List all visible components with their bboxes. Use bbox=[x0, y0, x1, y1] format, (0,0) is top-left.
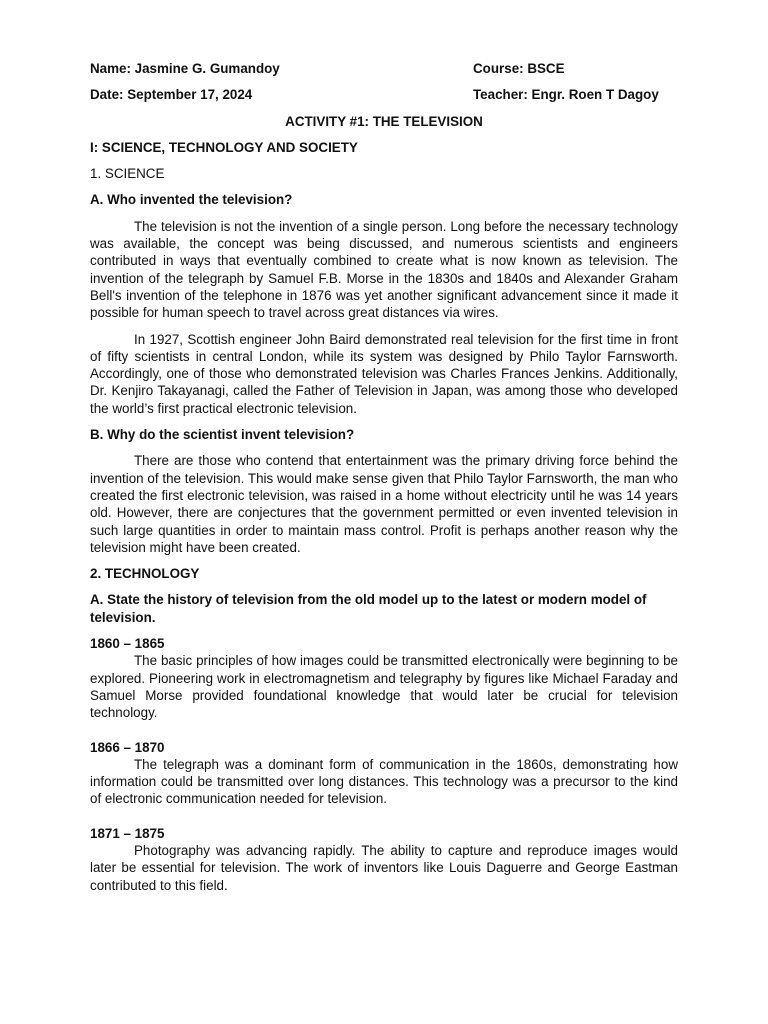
subsection-technology: 2. TECHNOLOGY bbox=[90, 566, 200, 582]
course: Course: BSCE bbox=[473, 61, 565, 76]
question-a2: A. State the history of television from the old model up to the latest or modern model of television. bbox=[90, 592, 647, 625]
question-a: A. Who invented the television? bbox=[90, 192, 293, 208]
period-2 bbox=[90, 739, 678, 808]
period-text: The telegraph was a dominant form of communication in the 1860s, demonstrating how information could be transmitted over long distances. This technology was a precursor to the kind of electronic communication needed for television. bbox=[90, 756, 678, 807]
period-years: 1871 – 1875 bbox=[90, 825, 165, 841]
header-row-1 bbox=[90, 60, 678, 77]
date: Date: September 17, 2024 bbox=[90, 87, 253, 103]
teacher: Teacher: Engr. Roen T Dagoy bbox=[473, 87, 659, 103]
paragraph-b1: There are those who contend that entertainment was the primary driving force behind the invention of the television. This would make sense given that Philo Taylor Farnsworth, the man who created the first electronic television, was raised in a home without electricity until he was 14 years old. However, there are conjectures that the government permitted or even invented television in such large quantities in order to maintain mass control. Profit is perhaps another reason why the television might have been created. bbox=[90, 453, 678, 555]
student-name: Name: Jasmine G. Gumandoy bbox=[90, 61, 280, 76]
question-b: B. Why do the scientist invent television? bbox=[90, 427, 355, 443]
period-text: Photography was advancing rapidly. The ability to capture and reproduce images would later be essential for television. The work of inventors like Louis Daguerre and George Eastman contributed to this field. bbox=[90, 842, 678, 893]
header-row-2 bbox=[90, 86, 678, 103]
subsection-science: 1. SCIENCE bbox=[90, 166, 165, 182]
period-years: 1860 – 1865 bbox=[90, 636, 165, 652]
section-heading: I: SCIENCE, TECHNOLOGY AND SOCIETY bbox=[90, 139, 358, 155]
period-years: 1866 – 1870 bbox=[90, 739, 165, 755]
activity-title: ACTIVITY #1: THE TELEVISION bbox=[285, 113, 483, 129]
period-3 bbox=[90, 825, 678, 894]
period-1 bbox=[90, 635, 678, 721]
period-text: The basic principles of how images could be transmitted electronically were beginning to be explored. Pioneering work in electromagnetism and telegraphy by figures like Michael Faraday and Samuel Morse provided foundational knowledge that would later be crucial for television technology. bbox=[90, 653, 678, 721]
paragraph-a1: The television is not the invention of a single person. Long before the necessary technology was available, the concept was being discussed, and numerous scientists and engineers contributed in ways that eventually combined to create what is now known as television. The invention of the telegraph by Samuel F.B. Morse in the 1830s and 1840s and Alexander Graham Bell's invention of the telephone in 1876 was yet another significant advancement since it made it possible for human speech to travel across great distances via wires. bbox=[90, 218, 678, 321]
paragraph-a2: In 1927, Scottish engineer John Baird demonstrated real television for the first time in front of fifty scientists in central London, while its system was designed by Philo Taylor Farnsworth. Accordingly, one of those who demonstrated television was Charles Frances Jenkins. Additionally, Dr. Kenjiro Takayanagi, called the Father of Television in Japan, was among those who developed the world’s first practical electronic television. bbox=[90, 331, 678, 416]
